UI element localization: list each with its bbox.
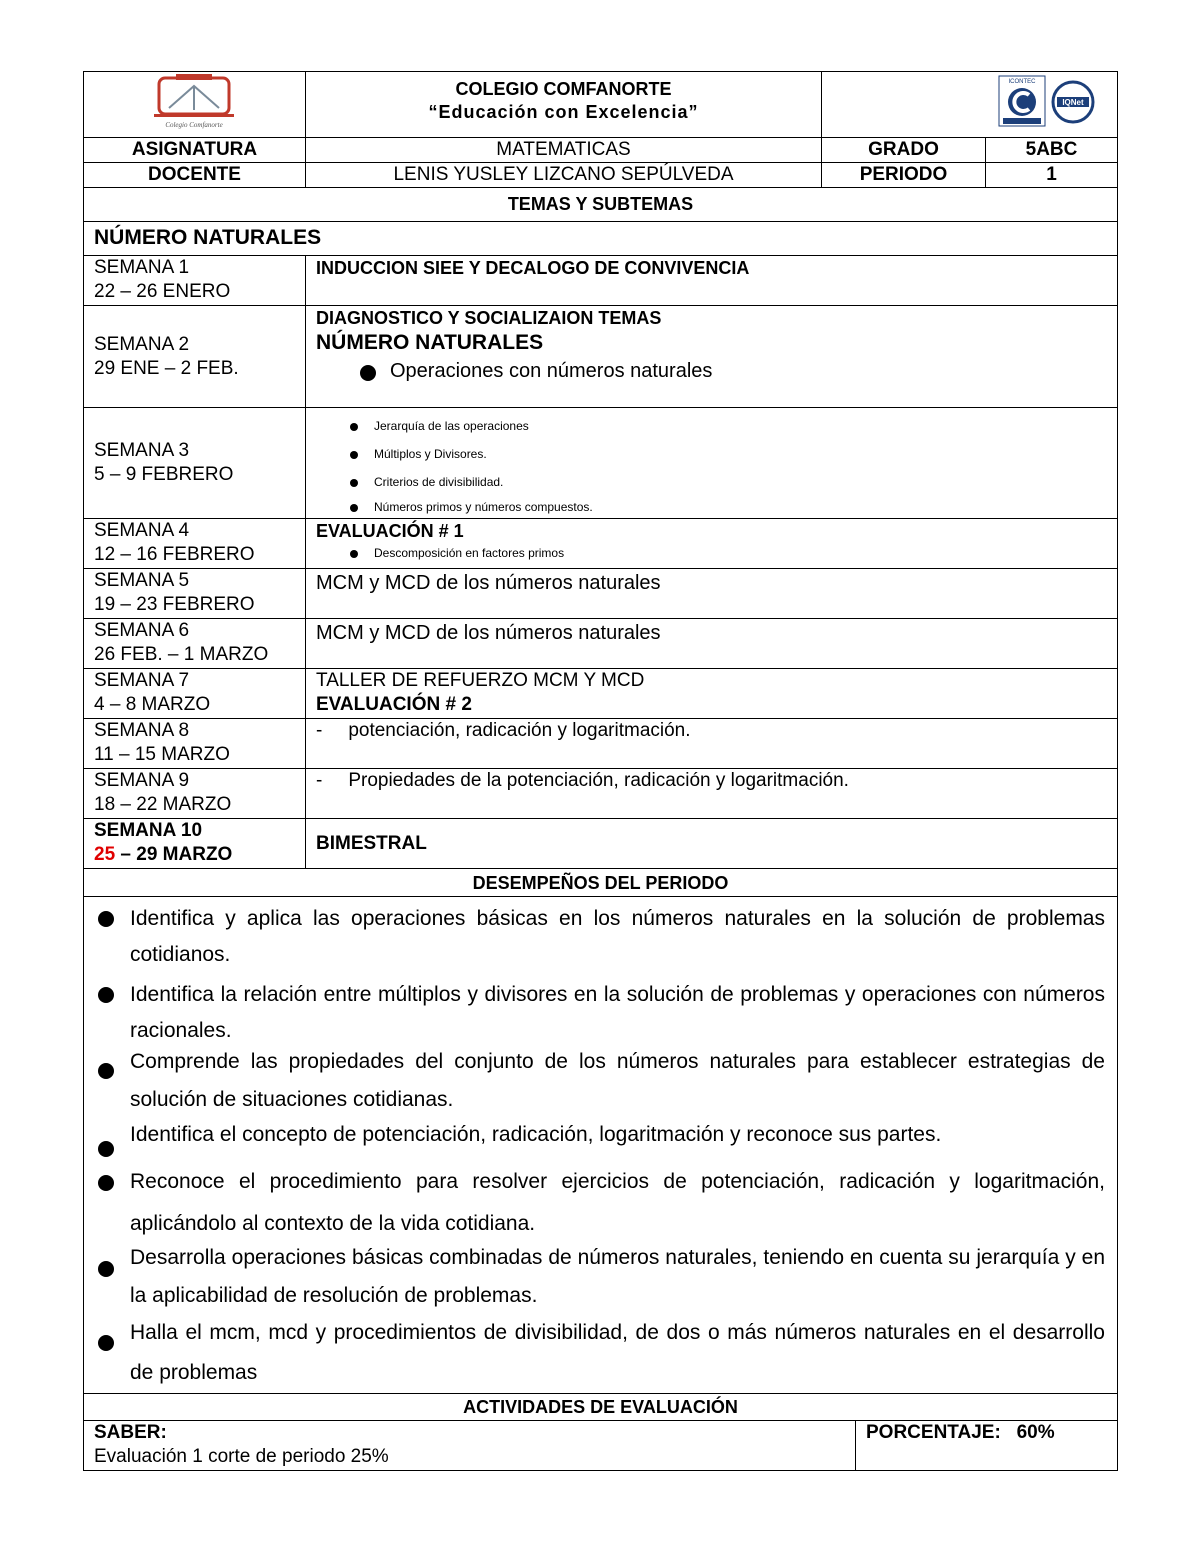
week-dates: 25 – 29 MARZO xyxy=(94,844,233,865)
week-label: SEMANA 7 xyxy=(94,670,190,691)
bullet-icon xyxy=(350,423,358,431)
week-label: SEMANA 5 xyxy=(94,570,190,591)
porcentaje-value: PORCENTAJE: 60% xyxy=(856,1421,1118,1471)
week-cell xyxy=(84,669,306,719)
list-item: Identifica la relación entre múltiplos y divisores en la solución de problemas y operaciones con números racionales. xyxy=(84,977,1105,1049)
bullet-icon xyxy=(350,451,358,459)
week-dates: 18 – 22 MARZO xyxy=(94,794,232,815)
activities-table xyxy=(83,1393,1118,1471)
week-cell xyxy=(84,819,306,869)
docente-value: LENIS YUSLEY LIZCANO SEPÚLVEDA xyxy=(306,163,822,188)
table-row xyxy=(84,619,1118,669)
week-content: Jerarquía de las operaciones Múltiplos y Divisores. Criterios de divisibilidad. Números primos y números compuestos. xyxy=(306,408,1118,519)
saber-label: SABER: xyxy=(94,1422,167,1443)
unit-title: NÚMERO NATURALES xyxy=(84,222,1118,256)
school-name: COLEGIO COMFANORTE xyxy=(455,79,672,99)
dash-marker: - xyxy=(316,720,323,741)
week-cell xyxy=(84,519,306,569)
school-logo-cell xyxy=(84,72,306,138)
grado-value: 5ABC xyxy=(986,138,1118,163)
week-label: SEMANA 3 xyxy=(94,440,190,461)
table-row xyxy=(84,519,1118,569)
header-table xyxy=(83,71,1118,188)
list-item: Identifica y aplica las operaciones básicas en los números naturales en la solución de problemas cotidianos. xyxy=(84,901,1105,973)
list-item: Comprende las propiedades del conjunto de los números naturales para establecer estrategias de solución de situaciones cotidianas. xyxy=(84,1043,1105,1119)
week-content: TALLER DE REFUERZO MCM Y MCD EVALUACIÓN # 2 xyxy=(306,669,1118,719)
saber-item: Evaluación 1 corte de periodo 25% xyxy=(94,1446,389,1467)
periodo-value: 1 xyxy=(986,163,1118,188)
table-row xyxy=(84,819,1118,869)
bullet-icon xyxy=(350,479,358,487)
week-cell xyxy=(84,619,306,669)
week-label: SEMANA 9 xyxy=(94,770,190,791)
week-dates: 11 – 15 MARZO xyxy=(94,744,230,765)
certification-logos xyxy=(985,72,1117,130)
table-row xyxy=(84,669,1118,719)
school-logo xyxy=(84,72,306,130)
week-cell xyxy=(84,569,306,619)
week-content: INDUCCION SIEE Y DECALOGO DE CONVIVENCIA xyxy=(306,256,1118,306)
week-content: DIAGNOSTICO Y SOCIALIZAION TEMAS NÚMERO NATURALES Operaciones con números naturales xyxy=(306,306,1118,408)
list-item: Halla el mcm, mcd y procedimientos de divisibilidad, de dos o más números naturales en el desarrollo de problemas xyxy=(84,1313,1105,1393)
bullet-icon xyxy=(98,1175,114,1191)
bullet-icon xyxy=(360,365,376,381)
bullet-icon xyxy=(98,1141,114,1157)
iqnet-label: IQNet xyxy=(1062,98,1084,107)
school-title-cell xyxy=(306,72,822,138)
temas-title: TEMAS Y SUBTEMAS xyxy=(84,188,1118,222)
week-content: EVALUACIÓN # 1 Descomposición en factores primos xyxy=(306,519,1118,569)
table-row xyxy=(84,569,1118,619)
table-row xyxy=(84,719,1118,769)
logo-caption: Colegio Comfanorte xyxy=(165,121,223,129)
week-label: SEMANA 1 xyxy=(94,257,190,278)
weekly-plan-table xyxy=(83,187,1118,1394)
bullet-icon xyxy=(98,1063,114,1079)
bullet-icon xyxy=(98,1261,114,1277)
table-row xyxy=(84,408,1118,519)
certification-cell xyxy=(822,72,1118,138)
week-cell xyxy=(84,408,306,519)
week-content: MCM y MCD de los números naturales xyxy=(306,569,1118,619)
week-dates: 5 – 9 FEBRERO xyxy=(94,464,234,485)
week-label: SEMANA 6 xyxy=(94,620,190,641)
table-row xyxy=(84,769,1118,819)
week-content: - Propiedades de la potenciación, radicación y logaritmación. xyxy=(306,769,1118,819)
icontec-label: ICONTEC xyxy=(1008,79,1036,85)
grado-label: GRADO xyxy=(822,138,986,163)
list-item: Identifica el concepto de potenciación, radicación, logaritmación y reconoce sus partes. xyxy=(84,1117,1105,1161)
week-cell xyxy=(84,256,306,306)
desempenos-cell xyxy=(84,897,1118,1394)
week-content: MCM y MCD de los números naturales xyxy=(306,619,1118,669)
saber-cell xyxy=(84,1421,856,1471)
week-cell xyxy=(84,719,306,769)
week-dates: 19 – 23 FEBRERO xyxy=(94,594,255,615)
bullet-icon xyxy=(98,911,114,927)
actividades-title: ACTIVIDADES DE EVALUACIÓN xyxy=(84,1394,1118,1421)
table-row xyxy=(84,306,1118,408)
bullet-icon xyxy=(98,1335,114,1351)
week-dates: 29 ENE – 2 FEB. xyxy=(94,357,239,379)
periodo-label: PERIODO xyxy=(822,163,986,188)
week-content: - potenciación, radicación y logaritmación. xyxy=(306,719,1118,769)
week-label: SEMANA 8 xyxy=(94,720,190,741)
week-dates: 12 – 16 FEBRERO xyxy=(94,544,255,565)
planning-sheet xyxy=(83,71,1117,1471)
week-dates: 22 – 26 ENERO xyxy=(94,281,231,302)
bullet-icon xyxy=(98,987,114,1003)
school-motto: “Educación con Excelencia” xyxy=(428,102,699,122)
asignatura-value: MATEMATICAS xyxy=(306,138,822,163)
list-item: Desarrolla operaciones básicas combinadas de números naturales, teniendo en cuenta su jerarquía y en la aplicabilidad de resolución de problemas. xyxy=(84,1239,1105,1315)
asignatura-label: ASIGNATURA xyxy=(84,138,306,163)
desempenos-title: DESEMPEÑOS DEL PERIODO xyxy=(84,869,1118,897)
week-dates: 26 FEB. – 1 MARZO xyxy=(94,644,269,665)
docente-label: DOCENTE xyxy=(84,163,306,188)
table-row xyxy=(84,256,1118,306)
dash-marker: - xyxy=(316,770,323,791)
bullet-icon xyxy=(350,550,358,558)
week-cell xyxy=(84,769,306,819)
week-cell xyxy=(84,306,306,408)
week-label: SEMANA 2 xyxy=(94,333,190,355)
list-item: Reconoce el procedimiento para resolver ejercicios de potenciación, radicación y logaritmación, aplicándolo al contexto de la vida cotidiana. xyxy=(84,1161,1105,1245)
week-label: SEMANA 10 xyxy=(94,820,203,841)
week-dates: 4 – 8 MARZO xyxy=(94,694,211,715)
week-label: SEMANA 4 xyxy=(94,520,190,541)
week-content: BIMESTRAL xyxy=(306,819,1118,869)
bullet-icon xyxy=(350,504,358,512)
